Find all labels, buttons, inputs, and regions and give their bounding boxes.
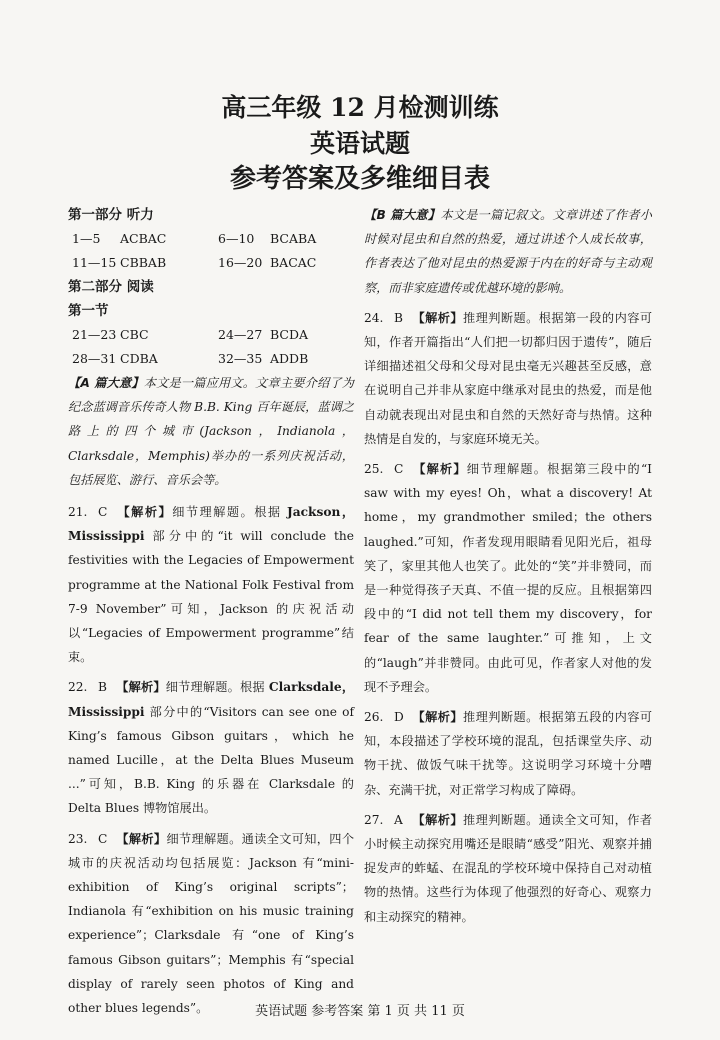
explanation-21 [68,500,354,669]
answer-key-title: 参考答案及多维细目表 [229,164,490,194]
range: 1—5 [72,231,101,246]
passage-a-text: 本文是一篇应用文。文章主要介绍了为纪念蓝调音乐传奇人物 B.B. King 百年诞辰，蓝调之路上的四个城市(Jackson，Indianola，Clarksdale，Memphis)举办的一系列庆祝活动，包括展览、游行、音乐会等。 [68,376,354,487]
answers: ACBAC [120,231,167,246]
subject-title: 英语试题 [309,129,410,158]
answers: CDBA [120,351,158,366]
left-column [68,203,354,1020]
analysis-tag: 【解析】 [412,812,463,827]
answer-letter: D [394,710,404,725]
answer-row [68,347,354,371]
explanation-text: 推理判断题。通读全文可知，作者小时候主动探究用嘴还是眼睛“感受”阳光、观察并捕捉发声的蚱蜢、在混乱的学校环境中保持自己对动植物的热情。这些行为体现了他强烈的好奇心、观察力和主动探究的精神。 [364,812,653,924]
answer-letter: C [98,505,108,520]
answer-letter: B [394,310,403,325]
passage-b-tag: 【B 篇大意】 [364,208,441,222]
passage-b-text: 本文是一篇记叙文。文章讲述了作者小时候对昆虫和自然的热爱，通过讲述个人成长故事，作者表达了他对昆虫的热爱源于内在的好奇与主动观察，而非家庭遗传或优越环境的影响。 [364,208,652,295]
analysis-tag: 【解析】 [116,680,166,695]
answers: BCDA [270,327,309,342]
section-name: Jackson，Mississippi [68,505,355,544]
answers: BCABA [270,231,317,246]
question-number: 26. [364,710,384,725]
question-number: 23. [68,831,88,846]
section-name: Clarksdale，Mississippi [68,680,355,719]
explanation-text: 细节理解题。根据 [172,505,287,520]
range: 32—35 [218,351,263,366]
passage-b-summary [364,203,652,300]
explanation-23 [68,827,354,1021]
answer-row [68,323,354,347]
analysis-tag: 【解析】 [116,505,173,520]
analysis-tag: 【解析】 [412,462,467,477]
explanation-text: 部分中的“it will conclude the festivities with the Legacies of Empowerment programme at the National Folk Festival from 7-9 November”可知，Jackson 的庆祝活动以“Legacies of Empowerment programme”结束。 [68,529,354,665]
answer-letter: C [394,462,404,477]
page-footer: 英语试题 参考答案 第 1 页 共 11 页 [255,1004,465,1019]
answer-letter: A [394,812,403,827]
explanation-24 [364,306,652,451]
explanation-text: 推理判断题。根据第五段的内容可知，本段描述了学校环境的混乱，包括课堂失序、动物干扰、做饭气味干扰等。这说明学习环境十分嘈杂、充满干扰，对正常学习构成了障碍。 [364,710,653,797]
right-column [364,203,652,929]
explanation-27 [364,808,652,929]
answers: BACAC [270,255,317,270]
question-number: 25. [364,462,384,477]
question-number: 22. [68,680,88,695]
range: 11—15 [72,255,117,270]
explanation-26 [364,705,652,802]
part2-heading: 第二部分 阅读 [68,279,154,295]
explanation-text: 细节理解题。通读全文可知，四个城市的庆祝活动均包括展览：Jackson 有“mini-exhibition of King’s original scripts”；Indianola 有“exhibition on his music training experience”；Clarksdale 有“one of King’s famous Gibson guitars”；Memphis 有“special display of rarely seen photos of King and other blues legends”。 [68,831,355,1016]
explanation-text: 细节理解题。根据第三段中的“I saw with my eyes! Oh，what a discovery! At home，my grandmother smiled；the others laughed.”可知，作者发现用眼睛看见阳光后，祖母笑了，家里其他人也笑了。此处的“笑”并非赞同，而是一种觉得孩子天真、不值一提的反应。且根据第四段中的“I did not tell them my discovery，for fear of the same laughter.”可推知，上文的“laugh”并非赞同。由此可见，作者家人对他的发现不予理会。 [364,462,652,694]
answer-letter: B [98,680,107,695]
explanation-text: 细节理解题。根据 [165,680,269,695]
answers: CBC [120,327,149,342]
answer-row [68,227,354,251]
part1-heading: 第一部分 听力 [68,207,154,223]
range: 6—10 [218,231,255,246]
question-number: 24. [364,310,384,325]
explanation-22 [68,675,354,820]
answer-row [68,251,354,275]
range: 16—20 [218,255,263,270]
range: 28—31 [72,351,117,366]
passage-a-summary [68,371,354,492]
analysis-tag: 【解析】 [412,710,463,725]
range: 21—23 [72,327,117,342]
explanation-text: 部分中的“Visitors can see one of King’s famous Gibson guitars，which he named Lucille，at the Delta Blues Museum ...”可知，B.B. King 的乐器在 Clarksdale 的 Delta Blues 博物馆展出。 [68,704,354,816]
answer-letter: C [98,831,108,846]
answers: ADDB [270,351,309,366]
page-title: 高三年级 12 月检测训练 [221,93,499,122]
section-heading: 第一节 [68,303,109,319]
passage-a-tag: 【A 篇大意】 [68,376,144,390]
range: 24—27 [218,327,263,342]
explanation-25 [364,457,652,699]
answers: CBBAB [120,255,167,270]
question-number: 21. [68,505,88,520]
question-number: 27. [364,812,384,827]
analysis-tag: 【解析】 [412,310,463,325]
analysis-tag: 【解析】 [116,831,167,846]
explanation-text: 推理判断题。根据第一段的内容可知，作者开篇指出“人们把一切都归因于遗传”，随后详细描述祖父母和父母对昆虫毫无兴趣甚至反感，意在说明自己并非从家庭中继承对昆虫的热爱，而是他自动就表现出对昆虫和自然的天然好奇与热情。这种热情是自发的，与家庭环境无关。 [364,310,653,446]
